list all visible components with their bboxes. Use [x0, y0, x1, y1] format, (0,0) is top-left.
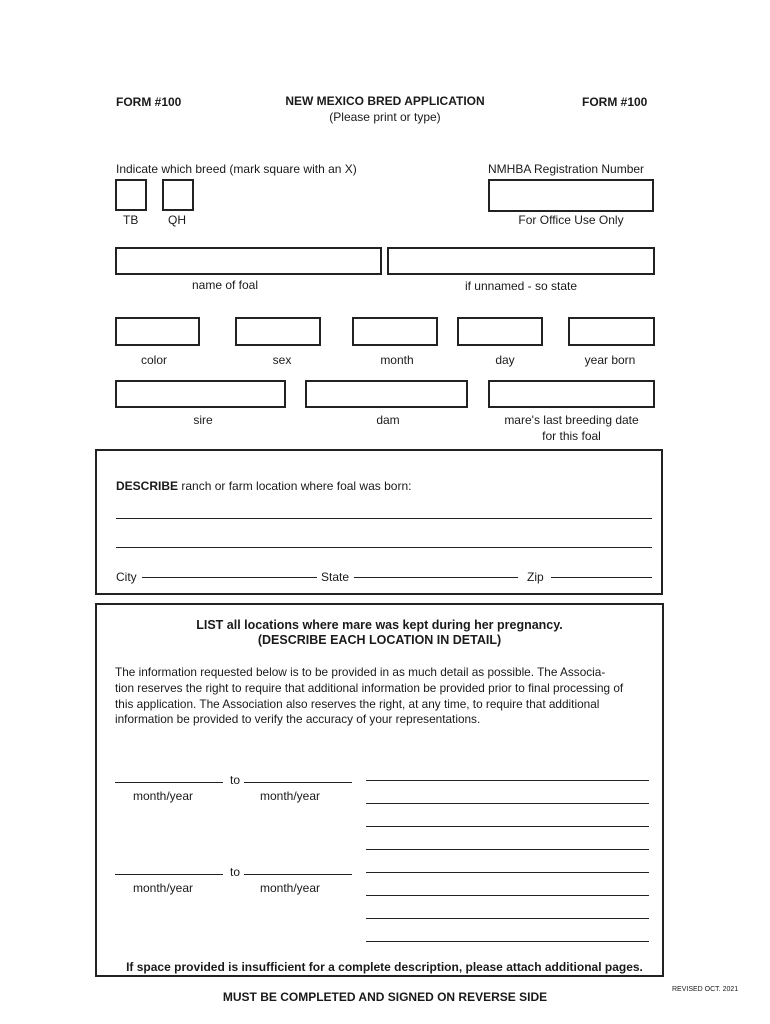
- zip-line[interactable]: [551, 577, 652, 578]
- location-line-7[interactable]: [366, 918, 649, 919]
- day-field[interactable]: [457, 317, 543, 346]
- unnamed-field[interactable]: [387, 247, 655, 275]
- color-label: color: [140, 353, 167, 367]
- city-line[interactable]: [142, 577, 317, 578]
- zip-label: Zip: [527, 570, 544, 584]
- location-line-3[interactable]: [366, 826, 649, 827]
- sire-label: sire: [193, 413, 213, 427]
- qh-checkbox[interactable]: [162, 179, 194, 211]
- year-born-label: year born: [584, 353, 636, 367]
- must-complete-note: MUST BE COMPLETED AND SIGNED ON REVERSE SIDE: [222, 990, 548, 1004]
- locations-subheading: (DESCRIBE EACH LOCATION IN DETAIL): [257, 633, 502, 647]
- to-label-2: to: [230, 865, 241, 879]
- locations-paragraph-4: information be provided to verify the accuracy of your representations.: [115, 712, 481, 726]
- mare-breeding-label-2: for this foal: [542, 429, 601, 443]
- dam-field[interactable]: [305, 380, 468, 408]
- describe-line-2[interactable]: [116, 547, 652, 548]
- tb-label: TB: [123, 213, 139, 227]
- to-month-year-label-1: month/year: [259, 789, 321, 803]
- unnamed-label: if unnamed - so state: [464, 279, 578, 293]
- revision-note: REVISED OCT. 2021: [672, 986, 739, 993]
- office-use-note: For Office Use Only: [518, 213, 624, 227]
- city-label: City: [116, 570, 137, 584]
- location-line-6[interactable]: [366, 895, 649, 896]
- day-label: day: [495, 353, 515, 367]
- locations-paragraph-3: this application. The Association also reserves the right, at any time, to require that additional: [115, 697, 600, 711]
- registration-label: NMHBA Registration Number: [488, 162, 645, 176]
- location-line-5[interactable]: [366, 872, 649, 873]
- locations-heading: LIST all locations where mare was kept during her pregnancy.: [196, 618, 563, 632]
- form-number-right: FORM #100: [582, 95, 648, 109]
- year-born-field[interactable]: [568, 317, 655, 346]
- qh-label: QH: [168, 213, 186, 227]
- location-line-4[interactable]: [366, 849, 649, 850]
- sex-field[interactable]: [235, 317, 321, 346]
- mare-breeding-label-1: mare's last breeding date: [504, 413, 639, 427]
- location-line-1[interactable]: [366, 780, 649, 781]
- foal-name-label: name of foal: [191, 278, 259, 292]
- to-month-year-label-2: month/year: [259, 881, 321, 895]
- form-number-left: FORM #100: [116, 95, 182, 109]
- mare-breeding-date-field[interactable]: [488, 380, 655, 408]
- month-field[interactable]: [352, 317, 438, 346]
- location-line-2[interactable]: [366, 803, 649, 804]
- locations-paragraph-1: The information requested below is to be provided in as much detail as possible. The Associa-: [115, 665, 606, 679]
- from-month-year-label-1: month/year: [132, 789, 194, 803]
- location-line-8[interactable]: [366, 941, 649, 942]
- describe-line-1[interactable]: [116, 518, 652, 519]
- describe-instruction: DESCRIBE ranch or farm location where foal was born:: [116, 479, 412, 493]
- from-month-year-label-2: month/year: [132, 881, 194, 895]
- dam-label: dam: [376, 413, 400, 427]
- state-line[interactable]: [354, 577, 518, 578]
- locations-paragraph-2: tion reserves the right to require that additional information be provided prior to final processing of: [115, 681, 624, 695]
- registration-number-field[interactable]: [488, 179, 654, 212]
- form-title: NEW MEXICO BRED APPLICATION: [285, 94, 485, 108]
- to-date-line-1[interactable]: [244, 782, 352, 783]
- from-date-line-1[interactable]: [115, 782, 223, 783]
- tb-checkbox[interactable]: [115, 179, 147, 211]
- insufficient-space-note: If space provided is insufficient for a complete description, please attach additional pages.: [126, 960, 643, 974]
- from-date-line-2[interactable]: [115, 874, 223, 875]
- breed-instruction: Indicate which breed (mark square with an X): [116, 162, 357, 176]
- sex-label: sex: [272, 353, 292, 367]
- state-label: State: [321, 570, 350, 584]
- month-label: month: [380, 353, 414, 367]
- to-label-1: to: [230, 773, 241, 787]
- form-subtitle: (Please print or type): [329, 110, 441, 124]
- sire-field[interactable]: [115, 380, 286, 408]
- foal-name-field[interactable]: [115, 247, 382, 275]
- color-field[interactable]: [115, 317, 200, 346]
- to-date-line-2[interactable]: [244, 874, 352, 875]
- describe-location-panel: [95, 449, 663, 595]
